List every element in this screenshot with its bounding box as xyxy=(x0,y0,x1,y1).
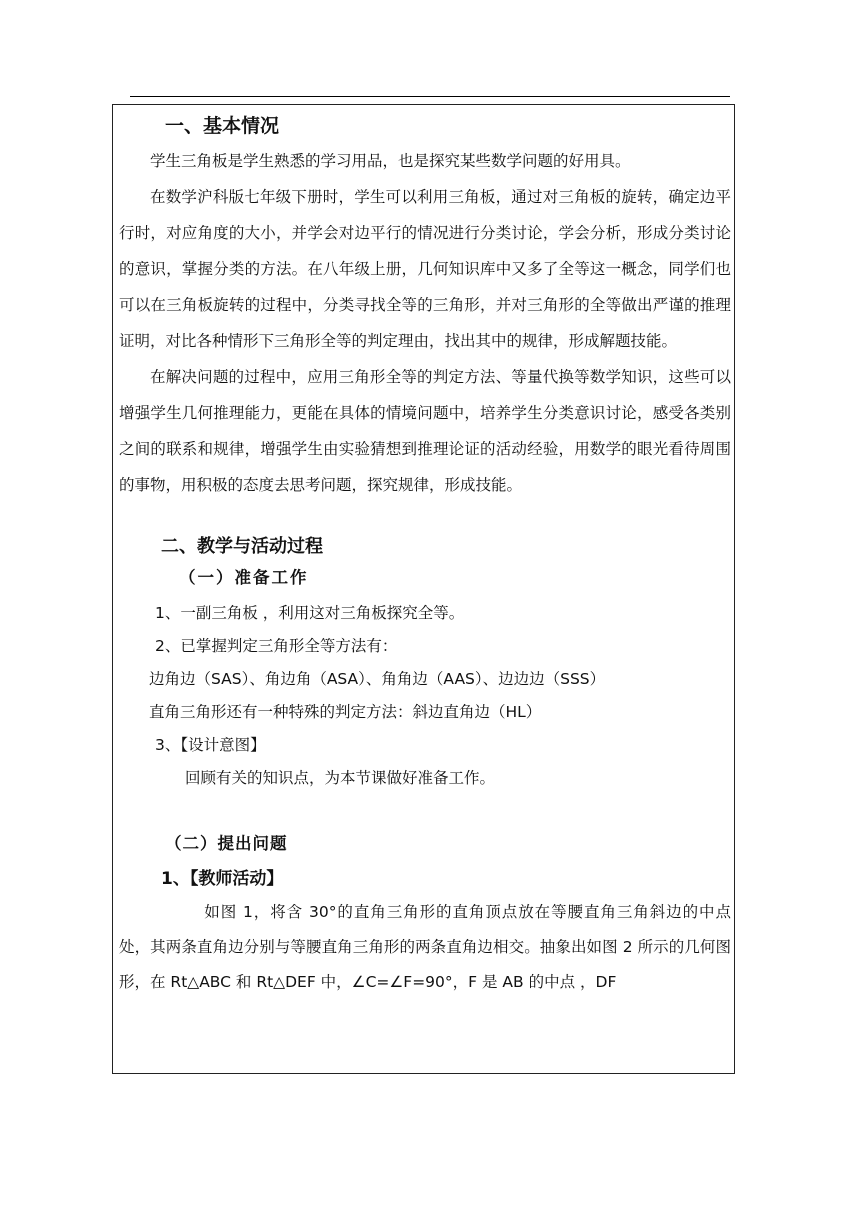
subsection-1-title: （一）准备工作 xyxy=(179,568,309,587)
header-rule xyxy=(130,96,730,97)
prep-item-4: 直角三角形还有一种特殊的判定方法：斜边直角边（HL） xyxy=(149,703,542,721)
content-frame xyxy=(112,104,735,1074)
section-2-title: 二、教学与活动过程 xyxy=(161,536,323,557)
prep-item-6: 回顾有关的知识点，为本节课做好准备工作。 xyxy=(185,769,496,787)
spacer xyxy=(119,503,731,533)
subsection-2-title: （二）提出问题 xyxy=(165,834,288,853)
prep-item-2: 2、已掌握判定三角形全等方法有： xyxy=(155,637,398,655)
prep-item-5: 3、【设计意图】 xyxy=(155,736,266,754)
prep-item-1: 1、一副三角板 ，利用这对三角板探究全等。 xyxy=(155,604,465,622)
section-1-title: 一、基本情况 xyxy=(165,115,280,137)
spacer xyxy=(119,795,731,829)
teacher-activity-text: 如图 1，将含 30°的直角三角形的直角顶点放在等腰直角三角斜边的中点处，其两条直角边分别与等腰直角三角形的两条直角边相交。抽象出如图 2 所示的几何图形，在 Rt△ABC 和 Rt△DEF 中，∠C=∠F=90°，F 是 AB 的中点 ，DF xyxy=(119,903,731,991)
section-1-paragraph-1: 学生三角板是学生熟悉的学习用品，也是探究某些数学问题的好用具。 xyxy=(150,152,631,170)
content xyxy=(119,111,731,1000)
prep-item-3: 边角边（SAS）、角边角（ASA）、角角边（AAS）、边边边（SSS） xyxy=(149,670,606,688)
teacher-activity-title: 1、【教师活动】 xyxy=(161,869,284,889)
section-1-paragraph-3: 在解决问题的过程中，应用三角形全等的判定方法、等量代换等数学知识，这些可以增强学生几何推理能力，更能在具体的情境问题中，培养学生分类意识讨论，感受各类别之间的联系和规律，增强学生由实验猜想到推理论证的活动经验，用数学的眼光看待周围的事物，用积极的态度去思考问题，探究规律，形成技能。 xyxy=(119,368,731,494)
section-1-paragraph-2: 在数学沪科版七年级下册时，学生可以利用三角板，通过对三角板的旋转，确定边平行时，对应角度的大小，并学会对边平行的情况进行分类讨论，学会分析，形成分类讨论的意识，掌握分类的方法。在八年级上册，几何知识库中又多了全等这一概念，同学们也可以在三角板旋转的过程中，分类寻找全等的三角形，并对三角形的全等做出严谨的推理证明，对比各种情形下三角形全等的判定理由，找出其中的规律，形成解题技能。 xyxy=(119,188,731,350)
